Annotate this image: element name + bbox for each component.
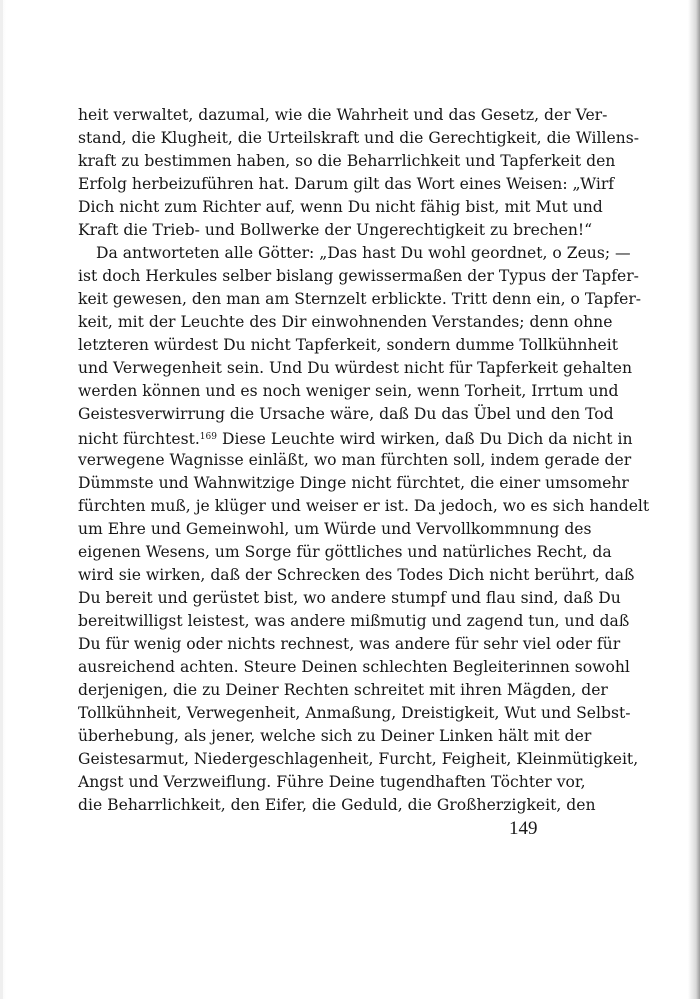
- text-segment: nicht fürchtest.: [78, 430, 200, 448]
- text-line: Dich nicht zum Richter auf, wenn Du nicht fähig bist, mit Mut und: [78, 198, 603, 216]
- text-line: wird sie wirken, daß der Schrecken des Todes Dich nicht berührt, daß: [78, 566, 635, 584]
- text-line: heit verwaltet, dazumal, wie die Wahrheit und das Gesetz, der Ver-: [78, 106, 608, 124]
- text-line: Du bereit und gerüstet bist, wo andere stumpf und flau sind, daß Du: [78, 589, 621, 607]
- text-line: Kraft die Trieb- und Bollwerke der Ungerechtigkeit zu brechen!“: [78, 221, 593, 239]
- text-line: um Ehre und Gemeinwohl, um Würde und Vervollkommnung des: [78, 520, 592, 538]
- text-line-with-footnote: [78, 426, 633, 450]
- text-line: überhebung, als jener, welche sich zu Deiner Linken hält mit der: [78, 727, 592, 745]
- text-line: Tollkühnheit, Verwegenheit, Anmaßung, Dreistigkeit, Wut und Selbst-: [78, 704, 631, 722]
- text-line: verwegene Wagnisse einläßt, wo man fürchten soll, indem gerade der: [78, 451, 632, 469]
- page-number: 149: [509, 818, 538, 839]
- text-line: die Beharrlichkeit, den Eifer, die Geduld, die Großherzigkeit, den: [78, 796, 596, 814]
- text-line: letzteren würdest Du nicht Tapferkeit, sondern dumme Tollkühnheit: [78, 336, 618, 354]
- text-line: Du für wenig oder nichts rechnest, was andere für sehr viel oder für: [78, 635, 621, 653]
- text-line: und Verwegenheit sein. Und Du würdest nicht für Tapferkeit gehalten: [78, 359, 633, 377]
- text-line: ist doch Herkules selber bislang gewissermaßen der Typus der Tapfer-: [78, 267, 639, 285]
- text-line: werden können und es noch weniger sein, wenn Torheit, Irrtum und: [78, 382, 619, 400]
- text-line: bereitwilligst leistest, was andere mißmutig und zagend tun, und daß: [78, 612, 630, 630]
- text-line: ausreichend achten. Steure Deinen schlechten Begleiterinnen sowohl: [78, 658, 630, 676]
- text-line: keit, mit der Leuchte des Dir einwohnenden Verstandes; denn ohne: [78, 313, 613, 331]
- text-line: Angst und Verzweiflung. Führe Deine tugendhaften Töchter vor,: [78, 773, 586, 791]
- text-line: Dümmste und Wahnwitzige Dinge nicht fürchtet, die einer umsomehr: [78, 474, 629, 492]
- text-line: fürchten muß, je klüger und weiser er ist. Da jedoch, wo es sich handelt: [78, 497, 650, 515]
- text-line: keit gewesen, den man am Sternzelt erblickte. Tritt denn ein, o Tapfer-: [78, 290, 642, 308]
- footnote-reference: 169: [199, 432, 217, 442]
- text-line: Erfolg herbeizuführen hat. Darum gilt das Wort eines Weisen: „Wirf: [78, 175, 615, 193]
- text-line: Geistesarmut, Niedergeschlagenheit, Furcht, Feigheit, Kleinmütigkeit,: [78, 750, 639, 768]
- text-line: eigenen Wesens, um Sorge für göttliches und natürliches Recht, da: [78, 543, 612, 561]
- text-line: Geistesverwirrung die Ursache wäre, daß Du das Übel und den Tod: [78, 405, 614, 423]
- text-segment: Diese Leuchte wird wirken, daß Du Dich da nicht in: [221, 430, 633, 448]
- text-line: Da antworteten alle Götter: „Das hast Du wohl geordnet, o Zeus; —: [96, 244, 631, 262]
- text-line: derjenigen, die zu Deiner Rechten schreitet mit ihren Mägden, der: [78, 681, 608, 699]
- text-line: kraft zu bestimmen haben, so die Beharrlichkeit und Tapferkeit den: [78, 152, 616, 170]
- text-line: stand, die Klugheit, die Urteilskraft und die Gerechtigkeit, die Willens-: [78, 129, 639, 147]
